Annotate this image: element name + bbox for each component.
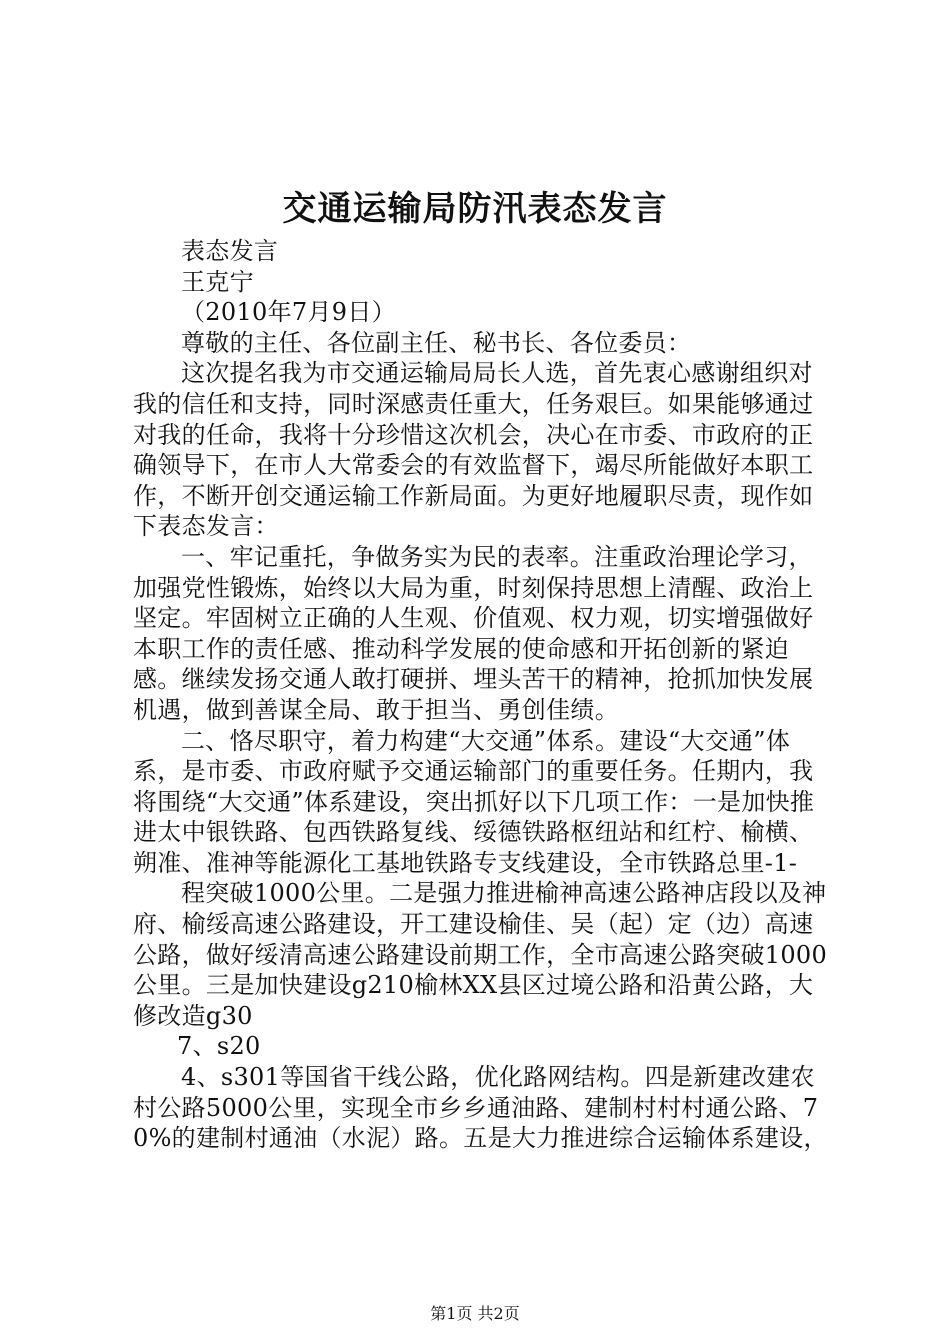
paragraph-point-one: 一、牢记重托，争做务实为民的表率。注重政治理论学习，加强党性锻炼，始终以大局为重，时刻保持思想上清醒、政治上坚定。牢固树立正确的人生观、价值观、权力观，切实增强做好本职工作的责任感、推动科学发展的使命感和开拓创新的紧迫感。继续发扬交通人敢打硬拼、埋头苦干的精神，抢抓加快发展机遇，做到善谋全局、敢于担当、勇创佳绩。 [133, 542, 814, 724]
document-title: 交通运输局防汛表态发言 [282, 189, 668, 229]
paragraph-point-two-cont: 程突破1000公里。二是强力推进榆神高速公路神店段以及神府、榆绥高速公路建设，开工建设榆佳、吴（起）定（边）高速公路，做好绥清高速公路建设前期工作，全市高速公路突破1000公里。三是加快建设g210榆林XX县区过境公路和沿黄公路，大修改造g30 [133, 879, 828, 1030]
paragraph-salutation: 尊敬的主任、各位副主任、秘书长、各位委员： [181, 328, 692, 357]
paragraph-date: （2010年7月9日） [181, 298, 396, 327]
paragraph-point-two-tail: 4、s301等国省干线公路，优化路网结构。四是新建改建农村公路5000公里，实现全市乡乡通油路、建制村村村通公路、70%的建制村通油（水泥）路。五是大力推进综合运输体系建设， [133, 1063, 828, 1153]
paragraph-point-two: 二、恪尽职守，着力构建“大交通”体系。建设“大交通”体系，是市委、市政府赋予交通运输部门的重要任务。任期内，我将围绕“大交通”体系建设，突出抓好以下几项工作：一是加快推进太中银铁路、包西铁路复线、绥德铁路枢纽站和红柠、榆横、朔准、准神等能源化工基地铁路专支线建设，全市铁路总里-1- [133, 726, 815, 877]
paragraph-speaker: 王克宁 [181, 267, 254, 296]
document-body [133, 236, 833, 1154]
paragraph-fragment: 7、s20 [177, 1032, 261, 1061]
page-footer: 第1页 共2页 [430, 1304, 520, 1323]
paragraph-speech-type: 表态发言 [181, 237, 279, 265]
paragraph-intro: 这次提名我为市交通运输局局长人选，首先衷心感谢组织对我的信任和支持，同时深感责任重大，任务艰巨。如果能够通过对我的任命，我将十分珍惜这次机会，决心在市委、市政府的正确领导下，在市人大常委会的有效监督下，竭尽所能做好本职工作，不断开创交通运输工作新局面。为更好地履职尽责，现作如下表态发言： [133, 359, 814, 541]
